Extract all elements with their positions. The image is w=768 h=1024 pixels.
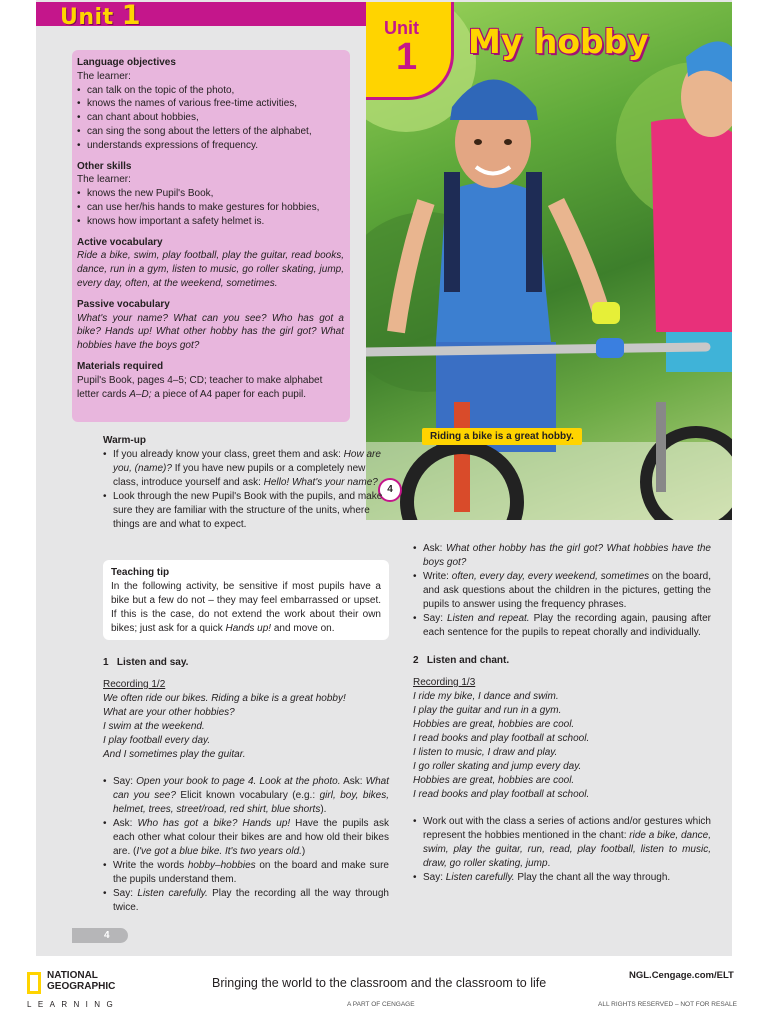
text-part: ride a bike, dance, swim, play the guitar, run, read, play football, listen to music, draw, go roller skating, jump	[423, 830, 712, 869]
list-item	[413, 871, 711, 885]
recording-label: Recording 1/2	[103, 679, 166, 690]
other-skills-heading: Other skills	[77, 160, 132, 172]
list-item: • Look through the new Pupil's Book with the pupils, and make sure they are familiar with the structure of the units, where things are and what to expect.	[103, 490, 389, 532]
text-part: hobby–hobbies	[187, 860, 256, 871]
script-line: I swim at the weekend.	[103, 721, 205, 732]
national-geographic-logo	[27, 970, 123, 1014]
unit-badge-number: 1	[396, 36, 418, 78]
list-item: • understands expressions of frequency.	[77, 139, 344, 153]
photo-page-marker: 4	[378, 478, 402, 502]
section-title: Listen and chant.	[426, 655, 510, 666]
list-item	[103, 887, 389, 915]
text-part: Say:	[423, 613, 448, 624]
section-title: Listen and say.	[116, 657, 189, 668]
passive-vocabulary-text: What's your name? What can you see? Who has got a bike? Hands up! What other hobby has the girl got? What hobbies have the boys got?	[77, 312, 344, 352]
materials-text-part: a piece of A4 paper for each pupil.	[151, 388, 307, 400]
unit-photo	[366, 2, 732, 520]
list-item	[413, 542, 711, 570]
list-item: • can sing the song about the letters of the alphabet,	[77, 125, 344, 139]
script-line: I read books and play football at school.	[413, 733, 590, 744]
text-part: Play the recording all the way through twice.	[113, 888, 389, 913]
section-listen-and-say	[103, 656, 389, 915]
text-part: In the following activity, be sensitive if most pupils have a bike but a few do not – they may feel embarrassed or upset. If this is the case, do not extend the work about their own bikes; just ask for a quick	[111, 581, 381, 634]
text-part: Say:	[113, 888, 138, 899]
list-item: • knows the names of various free-time activities,	[77, 97, 344, 111]
script-line: What are your other hobbies?	[103, 707, 235, 718]
other-skills-list	[77, 187, 344, 228]
text-part: often, every day, every weekend, sometimes	[451, 571, 650, 582]
warmup-heading: Warm-up	[103, 435, 146, 446]
section-1-steps	[103, 775, 389, 915]
text-part: If you already know your class, greet them and ask:	[113, 449, 344, 460]
footer-tagline: Bringing the world to the classroom and the classroom to life	[212, 976, 547, 990]
logo-learning: LEARNING	[27, 1000, 120, 1009]
other-skills-intro: The learner:	[77, 174, 131, 186]
text-part: Say:	[113, 776, 137, 787]
text-part: Listen carefully.	[137, 888, 208, 899]
recording-label: Recording 1/3	[413, 677, 476, 688]
language-objectives-heading: Language objectives	[77, 57, 176, 68]
list-item	[413, 570, 711, 612]
script-line: And I sometimes play the guitar.	[103, 749, 246, 760]
text-part: I've got a blue bike. It's two years old.	[136, 846, 302, 857]
text-part: Listen and repeat.	[447, 613, 530, 624]
page-number-tab: 4	[72, 928, 128, 943]
list-item	[413, 815, 711, 871]
list-item: • can use her/his hands to make gestures for hobbies,	[77, 201, 344, 215]
logo-wordmark	[47, 970, 115, 992]
script-line: I play football every day.	[103, 735, 211, 746]
photo-caption: Riding a bike is a great hobby.	[422, 428, 582, 445]
text-part: What can you see?	[113, 776, 390, 801]
chant-script	[413, 690, 711, 802]
footer-url-link[interactable]: NGL.Cengage.com/ELT	[629, 970, 734, 981]
text-part: Who has got a bike? Hands up!	[137, 818, 291, 829]
list-item: • can talk on the topic of the photo,	[77, 84, 344, 98]
footer-cengage: A PART OF CENGAGE	[347, 1001, 415, 1008]
section-number: 2	[413, 655, 419, 666]
section-1-heading	[103, 656, 389, 670]
text-part: Ask:	[113, 818, 138, 829]
list-item: • can chant about hobbies,	[77, 111, 344, 125]
script-line: I ride my bike, I dance and swim.	[413, 691, 559, 702]
text-part: Write the words	[113, 860, 188, 871]
text-part: .	[547, 858, 551, 869]
unit-badge-label: Unit	[384, 18, 419, 38]
script-line: I read books and play football at school.	[413, 789, 590, 800]
active-vocabulary-heading: Active vocabulary	[77, 236, 163, 248]
list-item: • knows the new Pupil's Book,	[77, 187, 344, 201]
text-part: Elicit known vocabulary (e.g.:	[175, 790, 320, 801]
unit-title: My hobby	[468, 22, 649, 61]
logo-line: NATIONAL	[47, 970, 98, 981]
language-objectives-intro: The learner:	[77, 70, 131, 82]
list-item	[413, 612, 711, 640]
text-part: Hello! What's your name?	[263, 477, 378, 488]
text-part: Work out with the class a series of actions and/or gestures which represent the hobbies mentioned in the chant:	[423, 816, 711, 841]
recording-script	[103, 692, 389, 762]
text-part: How are you, (name)?	[113, 449, 381, 474]
materials-heading: Materials required	[77, 360, 164, 372]
passive-vocabulary-heading: Passive vocabulary	[77, 298, 170, 310]
text-part: Ask:	[340, 776, 366, 787]
materials-text-part: Pupil's Book, pages 4–5; CD; teacher to make alphabet letter cards	[77, 374, 323, 400]
text-part: If you have new pupils or a completely new class, introduce yourself and ask:	[113, 463, 366, 488]
list-item	[103, 775, 389, 817]
text-part: Have the pupils ask each other what colour their bikes are and how old their bikes are. (	[113, 818, 389, 857]
yellow-frame-icon	[27, 972, 41, 994]
list-item	[103, 817, 389, 859]
script-line: Hobbies are great, hobbies are cool.	[413, 719, 575, 730]
list-item	[103, 448, 389, 490]
objectives-box	[72, 50, 350, 422]
warmup-list	[103, 448, 389, 532]
text-part: on the board and make sure the pupils understand them.	[113, 860, 389, 885]
list-item: • knows how important a safety helmet is.	[77, 215, 344, 229]
script-line: We often ride our bikes. Riding a bike is a great hobby!	[103, 693, 346, 704]
teaching-tip-text	[111, 580, 381, 636]
script-line: I go roller skating and jump every day.	[413, 761, 582, 772]
text-part: Listen carefully.	[445, 872, 515, 883]
text-part: and move on.	[271, 623, 335, 634]
footer-rights: ALL RIGHTS RESERVED – NOT FOR RESALE	[598, 1001, 737, 1008]
teaching-tip-box	[103, 560, 389, 640]
script-line: Hobbies are great, hobbies are cool.	[413, 775, 575, 786]
text-part: Ask:	[423, 543, 446, 554]
unit-header-bar	[36, 0, 366, 31]
listen-and-say-continued	[413, 542, 711, 640]
script-line: I play the guitar and run in a gym.	[413, 705, 562, 716]
list-item	[103, 859, 389, 887]
unit-header-word: Unit	[60, 5, 114, 30]
materials-text-part: A–D;	[129, 388, 152, 400]
text-part: )	[301, 846, 306, 857]
text-part: Play the chant all the way through.	[514, 872, 671, 883]
section-number: 1	[103, 657, 109, 668]
unit-header-label	[60, 0, 141, 31]
page-panel	[36, 0, 732, 956]
unit-badge	[366, 2, 454, 100]
language-objectives-list	[77, 84, 344, 153]
text-part: ).	[320, 804, 327, 815]
text-part: Hands up!	[225, 623, 272, 634]
warmup-section	[103, 434, 389, 532]
script-line: I listen to music, I draw and play.	[413, 747, 558, 758]
text-part: on the board, and ask questions about the children in the pictures, getting the pupils to answer using the frequency phrases.	[423, 571, 711, 610]
unit-header-number: 1	[121, 0, 142, 31]
continued-steps	[413, 542, 711, 640]
text-part: Play the recording again, pausing after each sentence for the pupils to repeat chorally and individually.	[423, 613, 712, 638]
text-part: Open your book to page 4. Look at the photo.	[136, 776, 341, 787]
section-2-steps	[413, 815, 711, 885]
logo-line: GEOGRAPHIC	[47, 981, 116, 992]
section-listen-and-chant	[413, 654, 711, 885]
text-part: Say:	[423, 872, 446, 883]
materials-text	[77, 374, 344, 402]
text-part: What other hobby has the girl got? What hobbies have the boys got?	[423, 543, 711, 568]
teaching-tip-heading: Teaching tip	[111, 567, 170, 578]
text-part: girl, boy, bikes, helmet, trees, street/road, red shirt, blue shorts	[113, 790, 390, 815]
section-2-heading	[413, 654, 711, 668]
text-part: Write:	[423, 571, 452, 582]
active-vocabulary-text: Ride a bike, swim, play football, play the guitar, read books, dance, run in a gym, listen to music, go roller skating, jump, every day, often, at the weekend, sometimes.	[77, 250, 344, 289]
